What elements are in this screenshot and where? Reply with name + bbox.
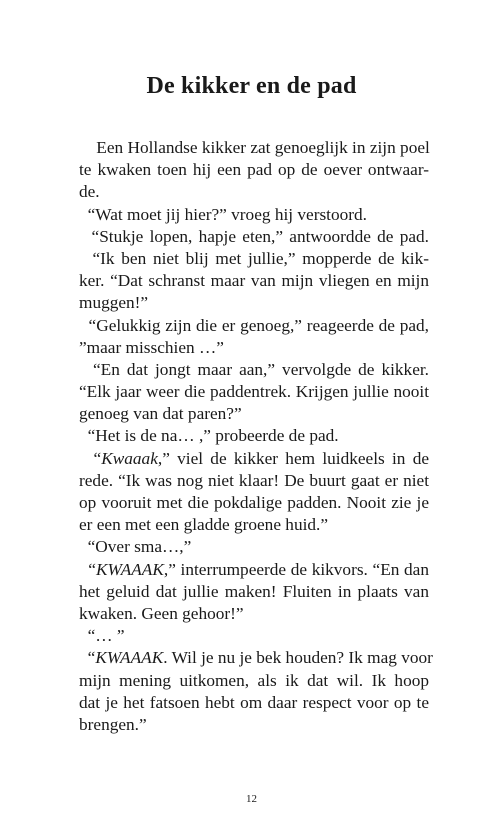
text-segment: genoeg van dat paren?” bbox=[79, 404, 242, 424]
text-line bbox=[79, 603, 429, 625]
text-segment: de. bbox=[79, 182, 100, 202]
text-line bbox=[79, 270, 429, 292]
text-line bbox=[79, 581, 429, 603]
text-segment: “Over sma…,” bbox=[79, 537, 192, 557]
text-segment: “ bbox=[79, 559, 96, 579]
text-line bbox=[79, 425, 429, 447]
text-line bbox=[79, 647, 433, 669]
text-line bbox=[79, 337, 429, 359]
text-line bbox=[79, 359, 429, 381]
text-line bbox=[79, 315, 429, 337]
text-segment: ,” interrumpeerde de kikvors. “En dan bbox=[163, 559, 429, 579]
text-segment: dat je het fatsoen hebt om daar respect voor op te bbox=[79, 692, 429, 712]
text-line bbox=[79, 448, 429, 470]
text-segment: Een Hollandse kikker zat genoeglijk in zijn poel bbox=[79, 138, 430, 157]
text-segment: “ bbox=[79, 648, 96, 668]
text-segment: “Elk jaar weer die paddentrek. Krijgen jullie nooit bbox=[79, 382, 429, 402]
text-segment: “Wat moet jij hier?” vroeg hij verstoord. bbox=[79, 204, 367, 224]
text-line bbox=[79, 381, 429, 403]
text-line bbox=[79, 670, 429, 692]
text-line bbox=[79, 514, 429, 536]
text-segment: kwaken. Geen gehoor!” bbox=[79, 603, 244, 623]
text-line bbox=[79, 226, 429, 248]
text-line bbox=[79, 470, 429, 492]
story-text bbox=[79, 137, 433, 736]
text-segment: rede. “Ik was nog niet klaar! De buurt gaat er niet bbox=[79, 470, 429, 490]
text-segment: “Stukje lopen, hapje eten,” antwoordde de pad. bbox=[79, 226, 429, 246]
text-line bbox=[79, 403, 429, 425]
text-segment: ker. “Dat schranst maar van mijn vliegen en mijn bbox=[79, 271, 429, 291]
text-line bbox=[79, 625, 429, 647]
text-segment: muggen!” bbox=[79, 293, 149, 313]
text-segment: “Ik ben niet blij met jullie,” mopperde de kik- bbox=[79, 248, 429, 268]
italic-text-segment: KWAAAK bbox=[95, 648, 164, 668]
text-line bbox=[79, 492, 429, 514]
page-number: 12 bbox=[246, 793, 257, 805]
text-segment: brengen.” bbox=[79, 714, 147, 734]
text-line bbox=[79, 137, 429, 159]
text-segment: “… ” bbox=[79, 626, 125, 646]
text-line bbox=[79, 292, 429, 314]
text-line bbox=[79, 714, 429, 736]
italic-text-segment: KWAAAK bbox=[95, 559, 164, 579]
text-segment: “Gelukkig zijn die er genoeg,” reageerde de pad, bbox=[79, 315, 429, 335]
text-line bbox=[79, 204, 429, 226]
text-line bbox=[79, 159, 429, 181]
text-segment: ,” viel de kikker hem luidkeels in de bbox=[157, 448, 430, 468]
text-segment: “ bbox=[79, 448, 102, 468]
text-segment: “En dat jongt maar aan,” vervolgde de kikker. bbox=[79, 359, 429, 379]
text-line bbox=[79, 692, 429, 714]
text-line bbox=[79, 559, 429, 581]
text-segment: mijn mening uitkomen, als ik dat wil. Ik hoop bbox=[79, 670, 429, 690]
text-line bbox=[79, 536, 429, 558]
text-segment: op vooruit met die pokdalige padden. Nooit zie je bbox=[79, 493, 429, 512]
text-segment: er een met een gladde groene huid.” bbox=[79, 515, 329, 535]
text-line bbox=[79, 248, 429, 270]
text-line bbox=[79, 181, 429, 203]
text-segment: ”maar misschien …” bbox=[79, 337, 224, 357]
text-segment: te kwaken toen hij een pad op de oever ontwaar- bbox=[79, 160, 429, 180]
text-segment: . Wil je nu je bek houden? Ik mag voor bbox=[163, 648, 433, 668]
italic-text-segment: Kwaaak bbox=[101, 448, 158, 468]
text-segment: het geluid dat jullie maken! Fluiten in plaats van bbox=[79, 581, 429, 601]
chapter-title: De kikker en de pad bbox=[146, 73, 357, 99]
text-segment: “Het is de na… ,” probeerde de pad. bbox=[79, 426, 339, 446]
